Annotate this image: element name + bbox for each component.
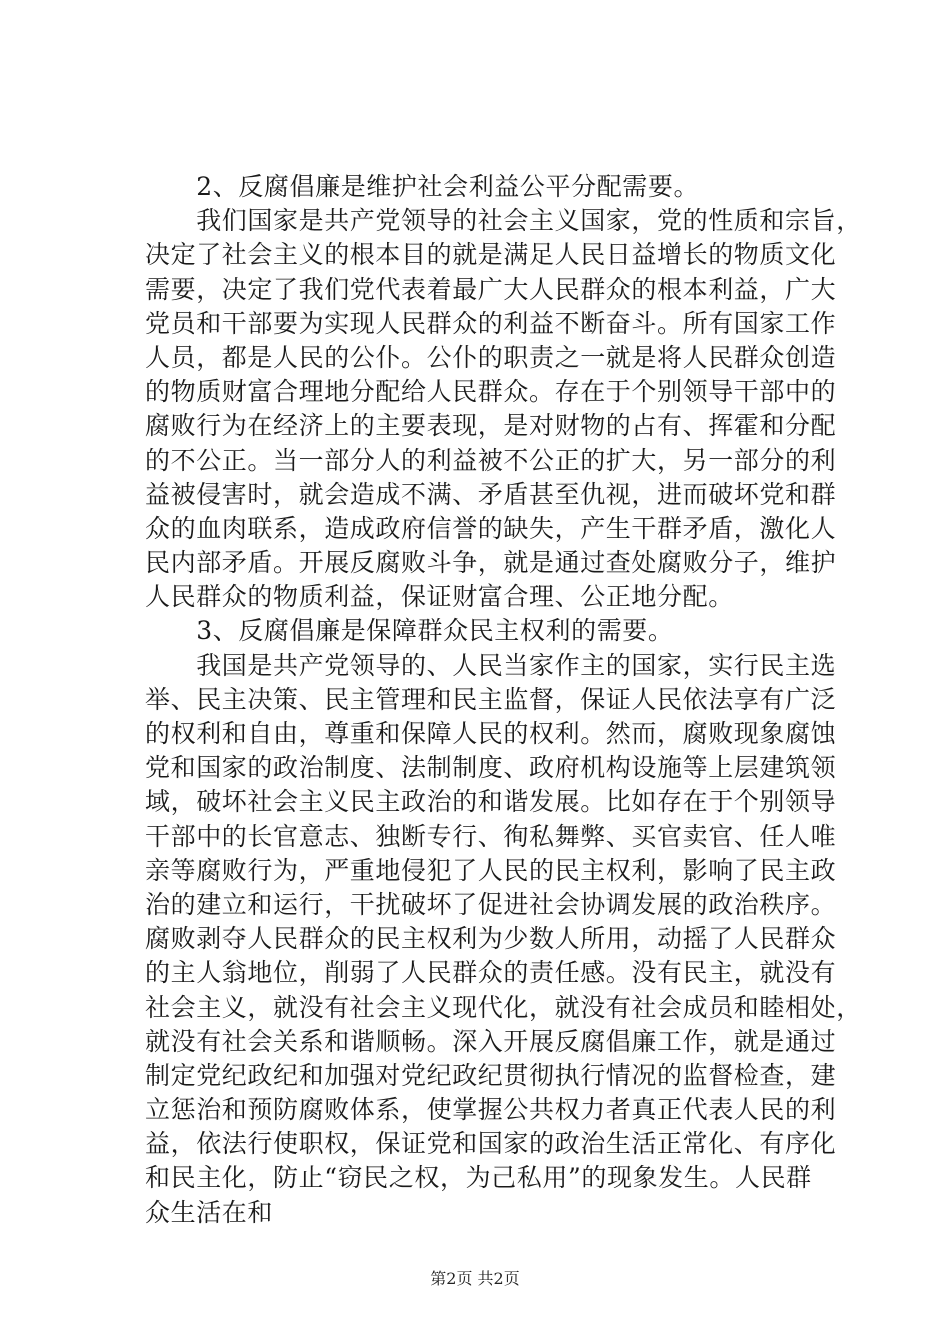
text-line: 我们国家是共产党领导的社会主义国家，党的性质和宗旨，: [145, 206, 862, 236]
text-line: 的物质财富合理地分配给人民群众。存在于个别领导干部中的: [145, 377, 837, 407]
text-line: 党员和干部要为实现人民群众的利益不断奋斗。所有国家工作: [145, 308, 837, 338]
text-line: 制定党纪政纪和加强对党纪政纪贯彻执行情况的监督检查，建: [145, 1060, 837, 1090]
text-line: 3、反腐倡廉是保障群众民主权利的需要。: [145, 616, 674, 646]
text-line: 的主人翁地位，削弱了人民群众的责任感。没有民主，就没有: [145, 958, 837, 988]
text-line: 众的血肉联系，造成政府信誉的缺失，产生干群矛盾，激化人: [145, 513, 837, 543]
text-line: 立惩治和预防腐败体系，使掌握公共权力者真正代表人民的利: [145, 1095, 837, 1125]
page-footer: [0, 1269, 950, 1289]
text-line: 人民群众的物质利益，保证财富合理、公正地分配。: [145, 582, 734, 612]
text-line: 我国是共产党领导的、人民当家作主的国家，实行民主选: [145, 650, 837, 680]
text-line: 治的建立和运行，干扰破坏了促进社会协调发展的政治秩序。: [145, 889, 837, 919]
text-line: 干部中的长官意志、独断专行、徇私舞弊、买官卖官、任人唯: [145, 821, 837, 851]
text-line: 亲等腐败行为，严重地侵犯了人民的民主权利，影响了民主政: [145, 855, 837, 885]
text-line: 益被侵害时，就会造成不满、矛盾甚至仇视，进而破坏党和群: [145, 479, 837, 509]
text-line: 域，破坏社会主义民主政治的和谐发展。比如存在于个别领导: [145, 787, 837, 817]
text-line: 决定了社会主义的根本目的就是满足人民日益增长的物质文化: [145, 240, 837, 270]
text-line: 和民主化，防止“窃民之权，为己私用”的现象发生。人民群: [145, 1163, 812, 1193]
page-number-label: 第2页 共2页: [430, 1269, 520, 1288]
text-line: 需要，决定了我们党代表着最广大人民群众的根本利益，广大: [145, 274, 837, 304]
text-line: 众生活在和: [145, 1197, 274, 1227]
text-line: 党和国家的政治制度、法制制度、政府机构设施等上层建筑领: [145, 753, 837, 783]
text-line: 就没有社会关系和谐顺畅。深入开展反腐倡廉工作，就是通过: [145, 1026, 837, 1056]
text-line: 人员，都是人民的公仆。公仆的职责之一就是将人民群众创造: [145, 342, 837, 372]
text-line: 的不公正。当一部分人的利益被不公正的扩大，另一部分的利: [145, 445, 837, 475]
text-line: 腐败剥夺人民群众的民主权利为少数人所用，动摇了人民群众: [145, 924, 837, 954]
text-line: 益，依法行使职权，保证党和国家的政治生活正常化、有序化: [145, 1129, 837, 1159]
text-line: 的权利和自由，尊重和保障人民的权利。然而，腐败现象腐蚀: [145, 719, 837, 748]
text-line: 民内部矛盾。开展反腐败斗争，就是通过查处腐败分子，维护: [145, 548, 837, 578]
text-line: 2、反腐倡廉是维护社会利益公平分配需要。: [145, 172, 700, 201]
text-line: 社会主义，就没有社会主义现代化，就没有社会成员和睦相处，: [145, 992, 862, 1022]
document-body: [145, 170, 862, 1230]
text-line: 举、民主决策、民主管理和民主监督，保证人民依法享有广泛: [145, 684, 837, 714]
text-line: 腐败行为在经济上的主要表现，是对财物的占有、挥霍和分配: [145, 411, 837, 441]
